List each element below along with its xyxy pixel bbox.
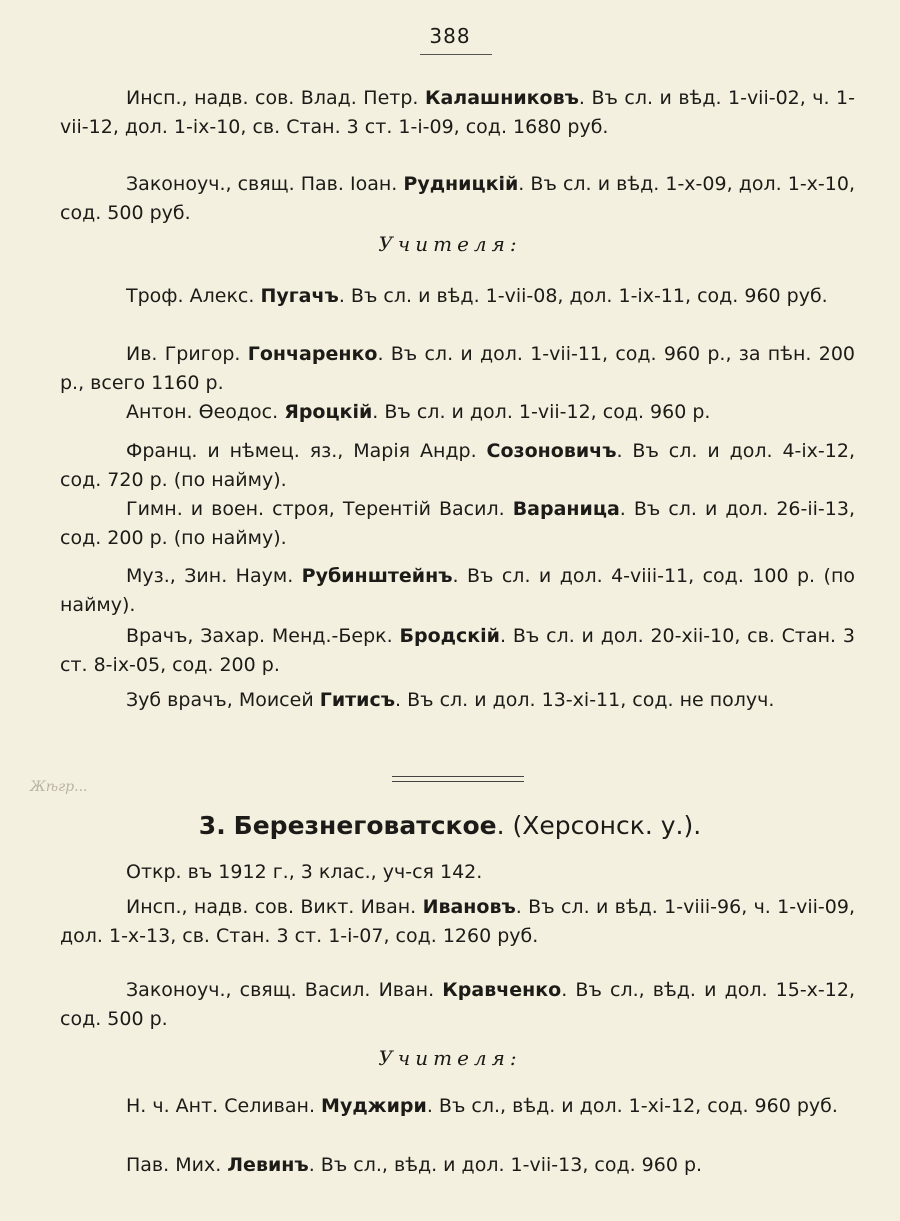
person-name: Муджири — [321, 1095, 427, 1117]
entry-teacher: Врачъ, Захар. Менд.-Берк. Бродскій. Въ сл. и дол. 20-xii-10, св. Стан. 3 ст. 8-ix-05, сод. 200 р. — [60, 625, 855, 676]
entry-chaplain-kravchenko: Законоуч., свящ. Васил. Иван. Кравченко. Въ сл., вѣд. и дол. 15-х-12, сод. 500 р. — [60, 979, 855, 1030]
person-name: Гончаренко — [247, 343, 378, 365]
person-name: Бродскій — [399, 625, 500, 647]
entry-teacher: Н. ч. Ант. Селиван. Муджири. Въ сл., вѣд. и дол. 1-xi-12, сод. 960 руб. — [126, 1095, 838, 1117]
section-number: 3. — [198, 811, 226, 840]
person-name: Кравченко — [442, 979, 562, 1001]
entry-inspector-ivanov: Инсп., надв. сов. Викт. Иван. Ивановъ. Въ сл. и вѣд. 1-viii-96, ч. 1-vii-09, дол. 1-х-13, св. Стан. 3 ст. 1-i-07, сод. 1260 руб. — [60, 896, 856, 947]
entry-teacher: Антон. Ѳеодос. Яроцкій. Въ сл. и дол. 1-vii-12, сод. 960 р. — [126, 401, 711, 423]
teachers-heading: Учителя: — [378, 1046, 522, 1070]
section-divider — [392, 776, 524, 777]
person-name: Гитисъ — [319, 689, 396, 711]
person-name: Рудницкій — [403, 173, 519, 195]
person-name: Созоновичъ — [486, 440, 617, 462]
entry-teacher: Муз., Зин. Наум. Рубинштейнъ. Въ сл. и дол. 4-viii-11, сод. 100 р. (по найму). — [60, 565, 855, 616]
section-title — [0, 809, 900, 843]
person-name: Пугачъ — [260, 285, 339, 307]
entry-teacher: Троф. Алекс. Пугачъ. Въ сл. и вѣд. 1-vii-08, дол. 1-ix-11, сод. 960 руб. — [126, 285, 828, 307]
entry-teacher: Ив. Григор. Гончаренко. Въ сл. и дол. 1-vii-11, сод. 960 р., за пѣн. 200 р., всего 1160 р. — [60, 343, 855, 394]
entry-teacher: Пав. Мих. Левинъ. Въ сл., вѣд. и дол. 1-vii-13, сод. 960 р. — [126, 1154, 703, 1176]
person-name: Левинъ — [227, 1154, 309, 1176]
person-name: Вараница — [512, 498, 620, 520]
section-name: Березнеговатское — [233, 811, 497, 840]
entry-chaplain-rudnitsky: Законоуч., свящ. Пав. Іоан. Рудницкій. Въ сл. и вѣд. 1-х-09, дол. 1-х-10, сод. 500 руб. — [60, 173, 855, 224]
teachers-heading: Учителя: — [378, 232, 522, 256]
margin-mark: Жѣгр... — [30, 779, 88, 795]
section-info: Откр. въ 1912 г., 3 клас., уч-ся 142. — [126, 861, 483, 883]
person-name: Ивановъ — [422, 896, 516, 918]
entry-teacher: Зуб врачъ, Моисей Гитисъ. Въ сл. и дол. 13-xi-11, сод. не получ. — [126, 689, 775, 711]
person-name: Калашниковъ — [424, 87, 579, 109]
section-divider — [392, 781, 524, 782]
entry-teacher: Франц. и нѣмец. яз., Марія Андр. Созоновичъ. Въ сл. и дол. 4-ix-12, сод. 720 р. (по найму). — [60, 440, 855, 491]
person-name: Яроцкій — [284, 401, 373, 423]
page-number: 388 — [429, 24, 471, 48]
page-number-rule — [420, 54, 492, 55]
person-name: Рубинштейнъ — [301, 565, 453, 587]
entry-inspector-kalashnikov: Инсп., надв. сов. Влад. Петр. Калашниковъ. Въ сл. и вѣд. 1-vii-02, ч. 1-vii-12, дол. 1-ix-10, св. Стан. 3 ст. 1-i-09, сод. 1680 руб. — [60, 87, 856, 138]
section-region: . (Херсонск. у.). — [496, 811, 702, 840]
entry-teacher: Гимн. и воен. строя, Терентій Васил. Вараница. Въ сл. и дол. 26-ii-13, сод. 200 р. (по найму). — [60, 498, 855, 549]
